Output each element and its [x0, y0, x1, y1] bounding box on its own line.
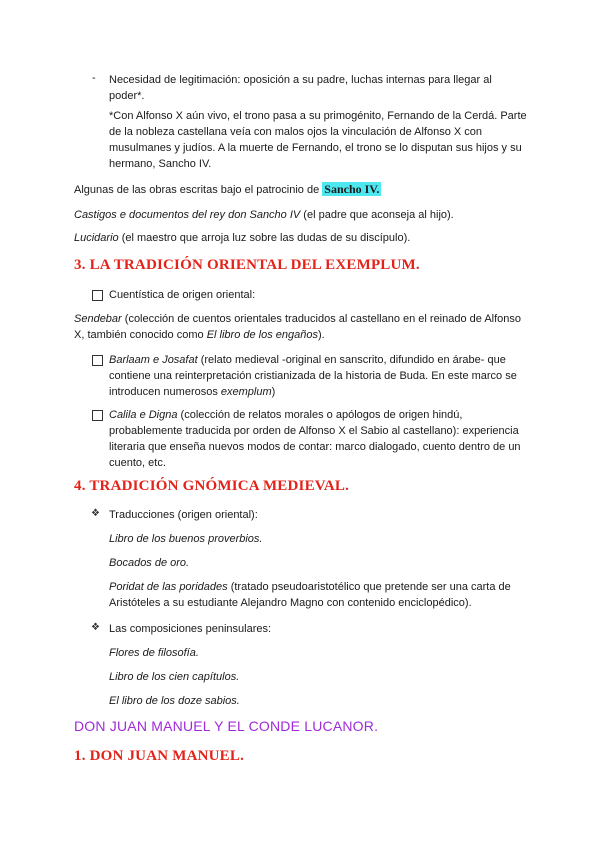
sendebar-title: Sendebar: [74, 313, 122, 325]
calila-item: Calila e Digna (colección de relatos morales o apólogos de origen hindú, probablemente traducida por orden de Alfonso X el Sabio al castellano): experiencia literaria que enseña nuevos modos de contar: marco dialogado, cuento dentro de un cuento, etc.: [109, 409, 521, 469]
checkbox-icon: [92, 410, 103, 421]
peninsular-3: El libro de los doze sabios.: [109, 695, 240, 707]
diamond-bullet-icon: ❖: [91, 508, 100, 519]
highlight-sancho: Sancho IV.: [324, 182, 380, 196]
castigos-line: Castigos e documentos del rey don Sancho IV (el padre que aconseja al hijo).: [74, 209, 454, 221]
traducciones-item: Traducciones (origen oriental):: [109, 509, 258, 521]
heading-section-3: 3. LA TRADICIÓN ORIENTAL DEL EXEMPLUM.: [74, 257, 420, 273]
lucidario-title: Lucidario: [74, 232, 119, 244]
barlaam-item: Barlaam e Josafat (relato medieval -original en sanscrito, difundido en árabe- que contiene una reinterpretación cristianizada de la historia de Buda. En este marco se introducen numerosos exemplum): [109, 354, 517, 398]
lucidario-line: Lucidario (el maestro que arroja luz sobre las dudas de su discípulo).: [74, 232, 411, 244]
obras-intro: Algunas de las obras escritas bajo el patrocinio de Sancho IV.: [74, 182, 380, 196]
cuentistica-item: Cuentística de origen oriental:: [109, 289, 256, 301]
traduccion-3: Poridat de las poridades (tratado pseudoaristotélico que pretende ser una carta de Aristóteles a su estudiante Alejandro Magno con contenido enciclopédico).: [109, 581, 511, 609]
dash-bullet: -: [92, 72, 96, 84]
heading-section-4: 4. TRADICIÓN GNÓMICA MEDIEVAL.: [74, 478, 350, 494]
castigos-title: Castigos e documentos del rey don Sancho IV: [74, 209, 301, 221]
heading-don-juan-manuel: 1. DON JUAN MANUEL.: [74, 748, 245, 764]
peninsulares-item: Las composiciones peninsulares:: [109, 623, 272, 635]
sendebar-paragraph: Sendebar (colección de cuentos orientales traducidos al castellano en el reinado de Alfonso X, también conocido como El libro de los engaños).: [74, 313, 522, 341]
traduccion-1: Libro de los buenos proverbios.: [109, 533, 263, 545]
checkbox-icon: [92, 290, 103, 301]
legitimacion-note: *Con Alfonso X aún vivo, el trono pasa a su primogénito, Fernando de la Cerdá. Parte de la nobleza castellana veía con malos ojos la vinculación de Alfonso X con musulmanes y judíos. A la muerte de Fernando, el trono se lo disputan sus hijos y su hermano, Sancho IV.: [109, 110, 527, 170]
poridat-title: Poridat de las poridades: [109, 581, 228, 593]
legitimacion-item: Necesidad de legitimación: oposición a su padre, luchas internas para llegar al poder*.: [109, 74, 492, 102]
checkbox-icon: [92, 355, 103, 366]
heading-juan-manuel-lucanor: DON JUAN MANUEL Y EL CONDE LUCANOR.: [74, 718, 379, 734]
diamond-bullet-icon: ❖: [91, 622, 100, 633]
barlaam-title: Barlaam e Josafat: [109, 354, 198, 366]
peninsular-1: Flores de filosofía.: [109, 647, 199, 659]
calila-title: Calila e Digna: [109, 409, 178, 421]
peninsular-2: Libro de los cien capítulos.: [109, 671, 240, 683]
traduccion-2: Bocados de oro.: [109, 557, 190, 569]
